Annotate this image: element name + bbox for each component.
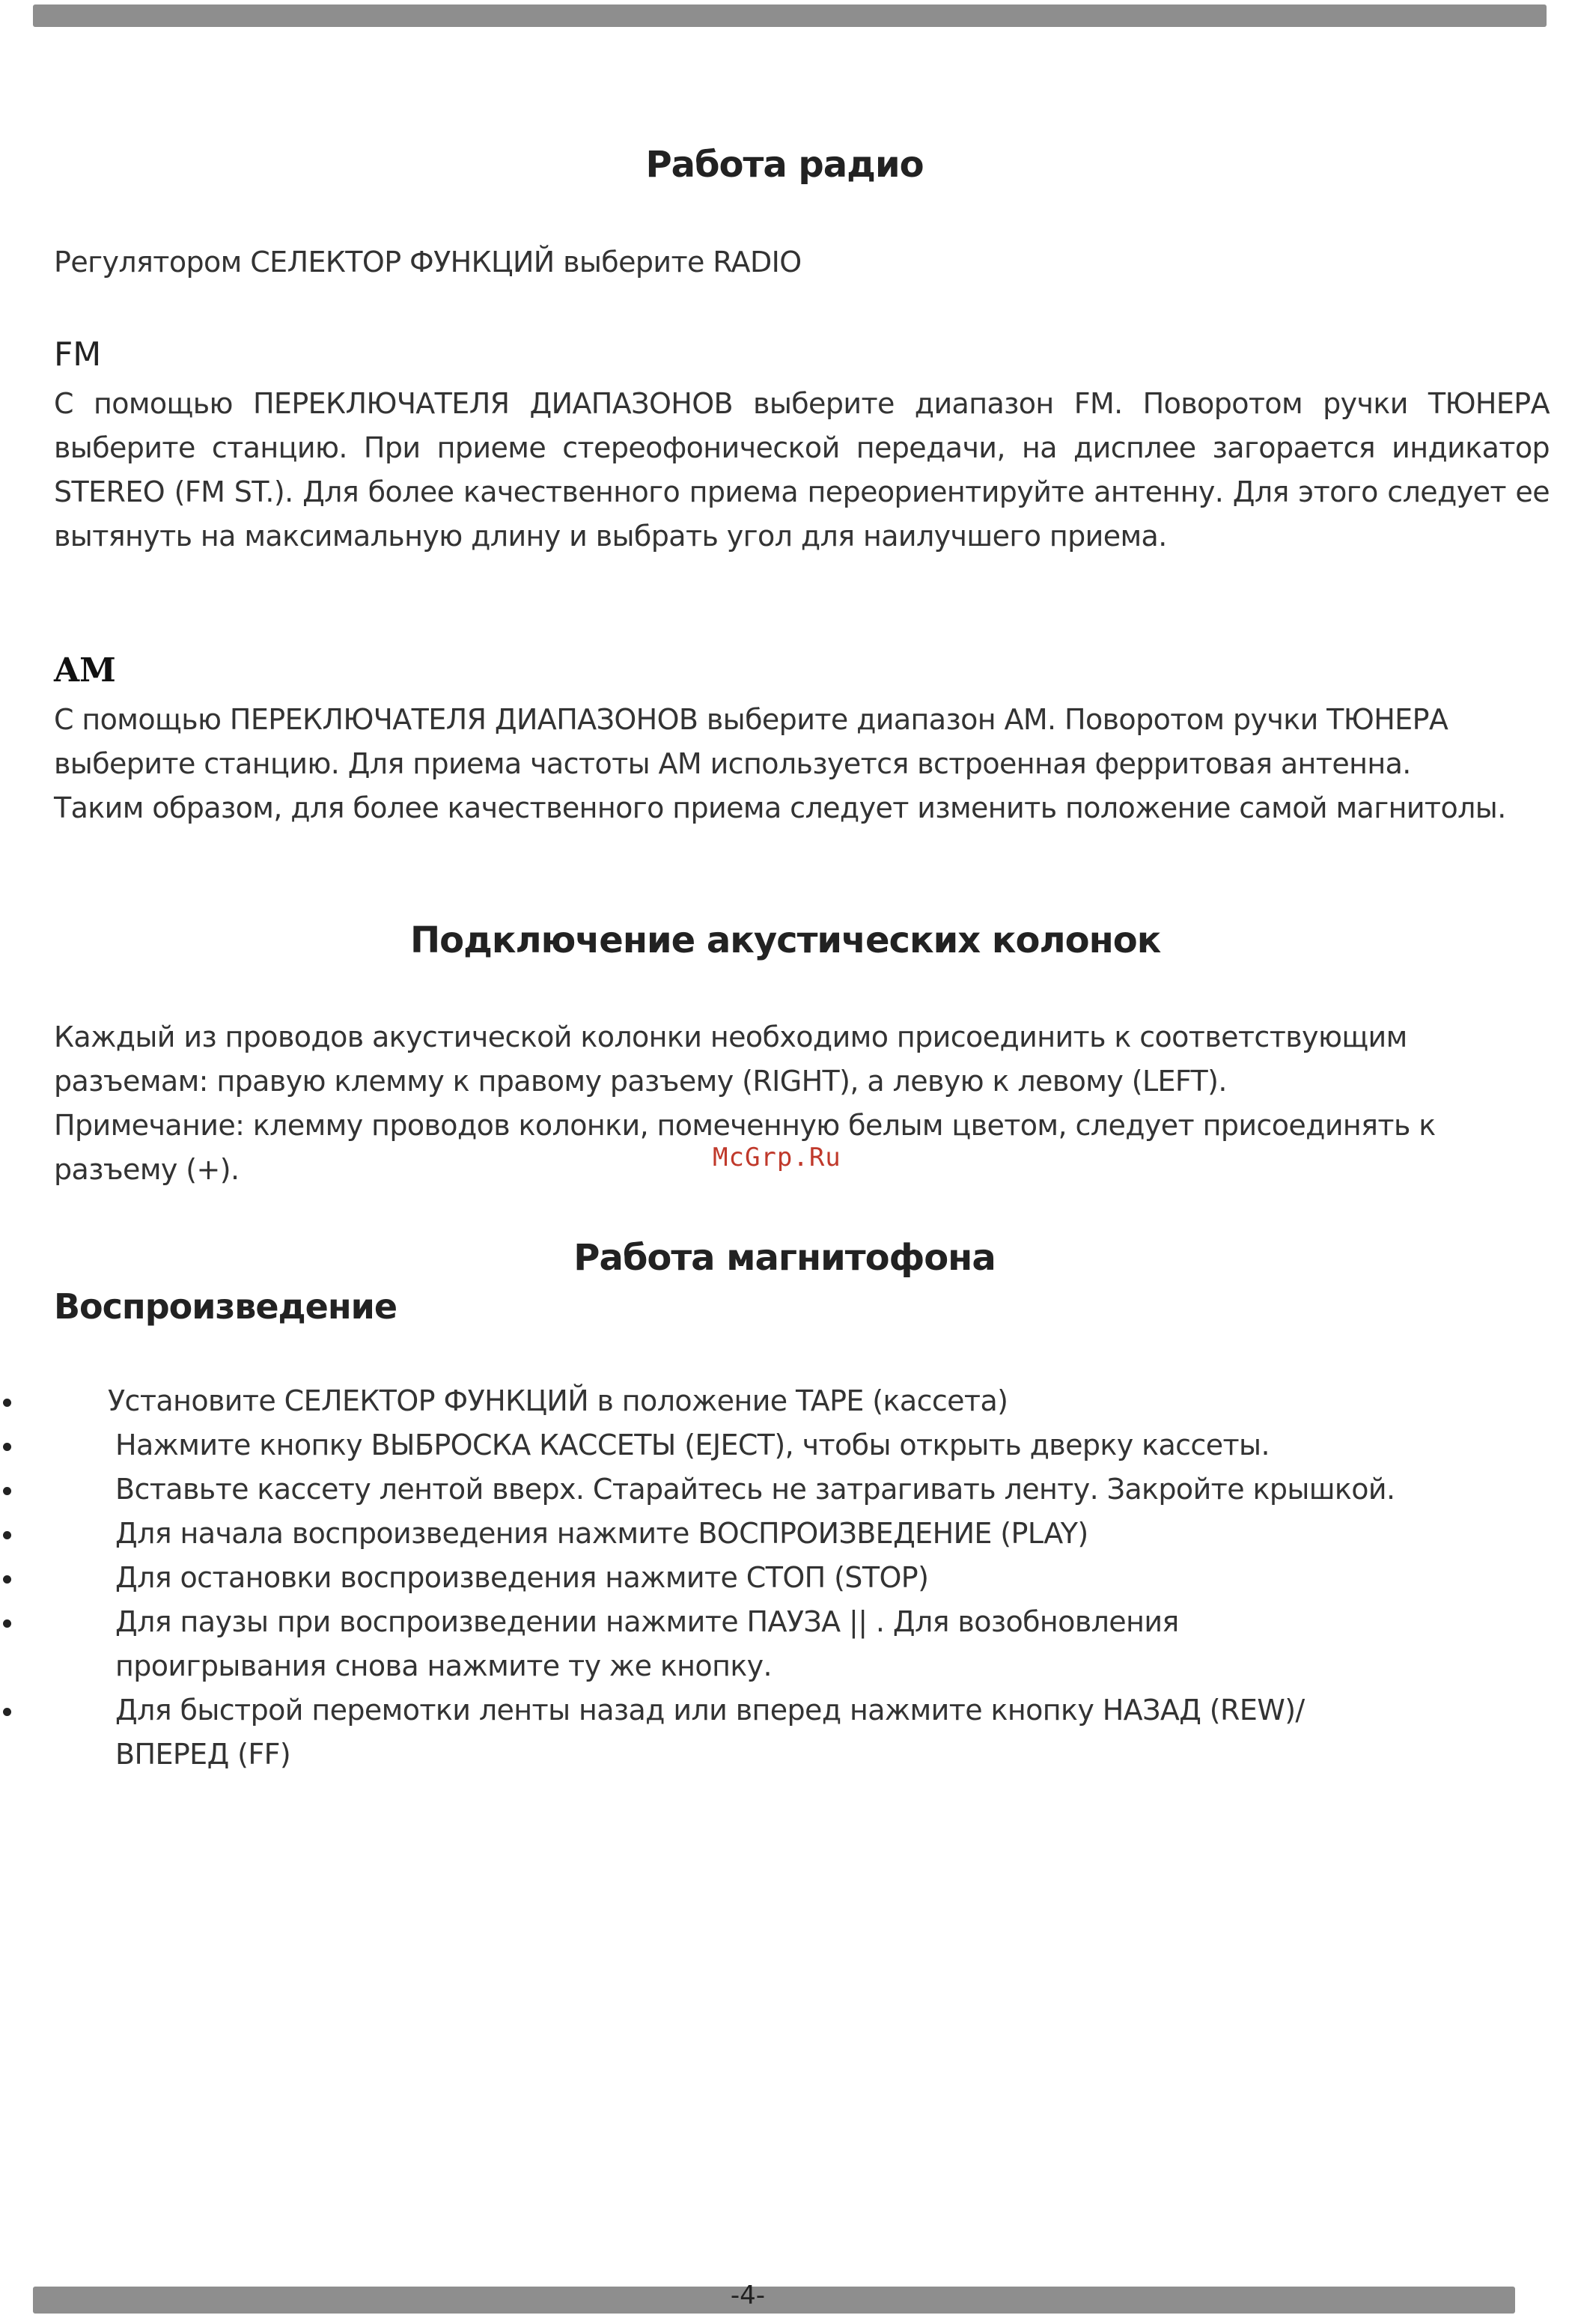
radio-intro: Регулятором СЕЛЕКТОР ФУНКЦИЙ выберите RADIO [54, 246, 802, 279]
fm-label: FM [54, 335, 102, 374]
list-item-text: Для начала воспроизведения нажмите ВОСПРОИЗВЕДЕНИЕ (PLAY) [115, 1517, 1088, 1550]
list-item [0, 1556, 1508, 1600]
bullet-icon [3, 1619, 11, 1628]
page-number: -4- [730, 2281, 766, 2311]
speakers-paragraph: Каждый из проводов акустической колонки необходимо присоединить к соответствующим разъемам: правую клемму к правому разъему (RIGHT), а левую к левому (LEFT). [54, 1020, 1407, 1098]
list-item-text: Для остановки воспроизведения нажмите СТОП (STOP) [115, 1561, 929, 1594]
list-item-text: Для быстрой перемотки ленты назад или вперед нажмите кнопку НАЗАД (REW)/ ВПЕРЕД (FF) [115, 1694, 1305, 1771]
list-item [0, 1512, 1508, 1556]
playback-subtitle: Воспроизведение [54, 1286, 397, 1327]
playback-steps-list [0, 1379, 1569, 1777]
am-label: AM [54, 651, 116, 690]
am-paragraph: С помощью ПЕРЕКЛЮЧАТЕЛЯ ДИАПАЗОНОВ выберите диапазон AM. Поворотом ручки ТЮНЕРА выберите станцию. Для приема частоты AM используется встроенная ферритовая антенна. Таким образом, для более качественного приема следует изменить положение самой магнитолы. [54, 703, 1506, 824]
speakers-note: Примечание: клемму проводов колонки, помеченную белым цветом, следует присоединять к разъему (+). [54, 1109, 1436, 1186]
bullet-icon [3, 1399, 11, 1407]
list-item [0, 1423, 1508, 1467]
list-item [0, 1688, 1418, 1777]
list-item-text: Для паузы при воспроизведении нажмите ПАУЗА || . Для возобновления проигрывания снова нажмите ту же кнопку. [115, 1605, 1179, 1682]
list-item [0, 1600, 1283, 1688]
list-item-text: Вставьте кассету лентой вверх. Старайтесь не затрагивать ленту. Закройте крышкой. [115, 1473, 1395, 1506]
list-item-text: Нажмите кнопку ВЫБРОСКА КАССЕТЫ (EJECT), чтобы открыть дверку кассеты. [115, 1429, 1270, 1461]
tape-title: Работа магнитофона [573, 1237, 996, 1279]
bullet-icon [3, 1487, 11, 1495]
bullet-icon [3, 1575, 11, 1584]
list-item [0, 1467, 1508, 1512]
bullet-icon [3, 1708, 11, 1716]
radio-title: Работа радио [645, 144, 924, 186]
bullet-icon [3, 1443, 11, 1451]
fm-paragraph: С помощью ПЕРЕКЛЮЧАТЕЛЯ ДИАПАЗОНОВ выберите диапазон FM. Поворотом ручки ТЮНЕРА выберите станцию. При приеме стереофонической передачи, на дисплее загорается индикатор STEREO (FM ST.). Для более качественного приема переориентируйте антенну. Для этого следует ее вытянуть на максимальную длину и выбрать угол для наилучшего приема. [54, 387, 1550, 553]
bullet-icon [3, 1531, 11, 1539]
header-bar [33, 4, 1547, 27]
speakers-title: Подключение акустических колонок [410, 919, 1161, 961]
watermark: McGrp.Ru [713, 1143, 841, 1172]
list-item [0, 1379, 1500, 1423]
list-item-text: Установите СЕЛЕКТОР ФУНКЦИЙ в положение TAPE (кассета) [108, 1384, 1008, 1417]
